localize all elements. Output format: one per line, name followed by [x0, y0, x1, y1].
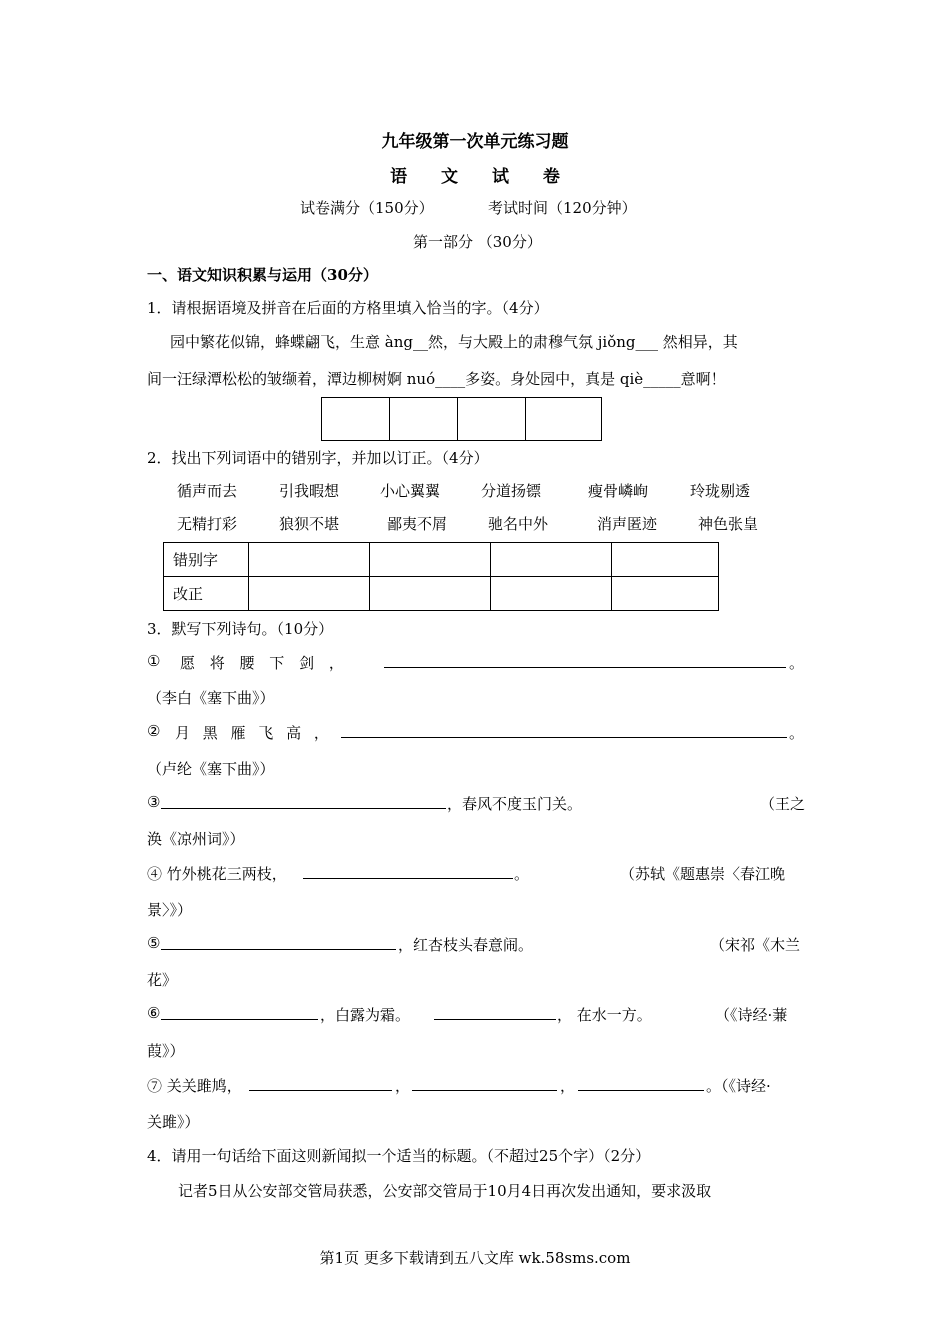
poem-2-blank[interactable] — [341, 721, 787, 738]
poem-1-source: （李白《塞下曲》） — [147, 689, 275, 707]
word-item: 引我暇想 — [279, 482, 340, 500]
word-item: 小心翼翼 — [380, 482, 441, 500]
table-cell[interactable] — [612, 577, 719, 611]
table-cell[interactable] — [249, 577, 370, 611]
word-item: 狼狈不堪 — [279, 515, 340, 533]
word-item: 消声匿迹 — [597, 515, 658, 533]
exam-title: 九年级第一次单元练习题 — [381, 132, 569, 152]
poem-3-text: ，春风不度玉门关。 — [447, 795, 583, 813]
q2-prompt: 2．找出下列词语中的错别字，并加以订正。（4分） — [147, 449, 489, 467]
table-cell[interactable] — [249, 543, 370, 577]
page-footer: 第1页 更多下载请到五八文库 wk.58sms.com — [319, 1249, 631, 1267]
poem-5-source-b: 花》 — [147, 971, 178, 989]
poem-7-blank-3[interactable] — [578, 1074, 704, 1091]
poem-2-end: 。 — [789, 724, 805, 742]
word-item: 瘦骨嶙峋 — [588, 482, 649, 500]
answer-box[interactable] — [526, 398, 602, 441]
poem-5-source-a: （宋祁《木兰 — [710, 936, 801, 954]
q4-news-text: 记者5日从公安部交管局获悉，公安部交管局于10月4日再次发出通知，要求汲取 — [178, 1182, 712, 1200]
section-heading: 一、语文知识积累与运用（30分） — [147, 266, 378, 284]
poem-6-mid: ，白露为霜。 — [320, 1006, 411, 1024]
table-cell[interactable] — [491, 543, 612, 577]
poem-3-source-b: 涣《凉州词》） — [147, 830, 245, 848]
poem-7-comma-2: ， — [560, 1077, 576, 1095]
word-item: 循声而去 — [177, 482, 238, 500]
q1-answer-grid — [321, 397, 602, 441]
poem-2-text: 月 黑 雁 飞 高 ， — [175, 724, 329, 742]
word-item: 驰名中外 — [488, 515, 549, 533]
answer-box[interactable] — [458, 398, 526, 441]
poem-1-text: 愿 将 腰 下 剑 ， — [180, 654, 344, 672]
poem-4-blank[interactable] — [303, 862, 513, 879]
word-item: 鄙夷不屑 — [387, 515, 448, 533]
row-label-wrong: 错别字 — [164, 543, 249, 577]
poem-4-text: ④ 竹外桃花三两枝， — [147, 865, 287, 883]
poem-6-source-a: （《诗经·蒹 — [715, 1006, 788, 1024]
poem-3-source-a: （王之 — [760, 795, 806, 813]
q1-prompt: 1．请根据语境及拼音在后面的方格里填入恰当的字。（4分） — [147, 299, 549, 317]
exam-subtitle: 语 文 试 卷 — [390, 167, 574, 187]
poem-1-end: 。 — [789, 654, 805, 672]
poem-4-source-b: 景〉》） — [147, 901, 193, 919]
word-item: 分道扬镖 — [481, 482, 542, 500]
word-item: 玲珑剔透 — [690, 482, 751, 500]
poem-6-blank-2[interactable] — [434, 1003, 556, 1020]
poem-6-num: ⑥ — [147, 1004, 161, 1022]
table-cell[interactable] — [370, 543, 491, 577]
poem-6-end: ， 在水一方。 — [557, 1006, 652, 1024]
word-item: 神色张皇 — [698, 515, 759, 533]
word-item: 无精打彩 — [177, 515, 238, 533]
poem-2-source: （卢纶《塞下曲》） — [147, 760, 275, 778]
poem-3-num: ③ — [147, 793, 161, 811]
poem-5-blank[interactable] — [161, 933, 396, 950]
poem-7-blank-1[interactable] — [249, 1074, 392, 1091]
q1-passage-line2: 间一汪绿潭松松的皱缬着，潭边柳树婀 nuó____多姿。身处园中，真是 qiè_____意啊！ — [147, 370, 726, 388]
q3-prompt: 3．默写下列诗句。（10分） — [147, 620, 334, 638]
score-info: 试卷满分（150分） — [300, 199, 434, 217]
poem-4-end: 。 — [514, 865, 530, 883]
answer-box[interactable] — [390, 398, 458, 441]
poem-7-blank-2[interactable] — [412, 1074, 557, 1091]
poem-7-comma-1: ， — [395, 1077, 411, 1095]
poem-6-source-b: 葭》） — [147, 1042, 185, 1060]
poem-6-blank-1[interactable] — [161, 1003, 318, 1020]
poem-7-end: 。（《诗经· — [706, 1077, 771, 1095]
poem-3-blank[interactable] — [161, 792, 446, 809]
poem-7-text: ⑦ 关关雎鸠， — [147, 1077, 242, 1095]
part-heading: 第一部分 （30分） — [413, 233, 542, 251]
poem-5-text: ，红杏枝头春意闹。 — [398, 936, 534, 954]
poem-7-source-b: 关雎》） — [147, 1113, 200, 1131]
poem-4-source-a: （苏轼《题惠崇〈春江晚 — [620, 865, 786, 883]
table-cell[interactable] — [491, 577, 612, 611]
answer-box[interactable] — [322, 398, 390, 441]
q4-prompt: 4．请用一句话给下面这则新闻拟一个适当的标题。（不超过25个字）（2分） — [147, 1147, 651, 1165]
poem-1-num: ① — [147, 652, 161, 670]
poem-5-num: ⑤ — [147, 934, 161, 952]
row-label-correct: 改正 — [164, 577, 249, 611]
q2-correction-table — [163, 542, 719, 611]
q1-passage-line1: 园中繁花似锦，蜂蝶翩飞，生意 àng__然，与大殿上的肃穆气氛 jiǒng___ 然相异，其 — [170, 333, 738, 351]
table-cell[interactable] — [612, 543, 719, 577]
table-cell[interactable] — [370, 577, 491, 611]
time-info: 考试时间（120分钟） — [488, 199, 637, 217]
poem-1-blank[interactable] — [384, 651, 786, 668]
poem-2-num: ② — [147, 722, 161, 740]
